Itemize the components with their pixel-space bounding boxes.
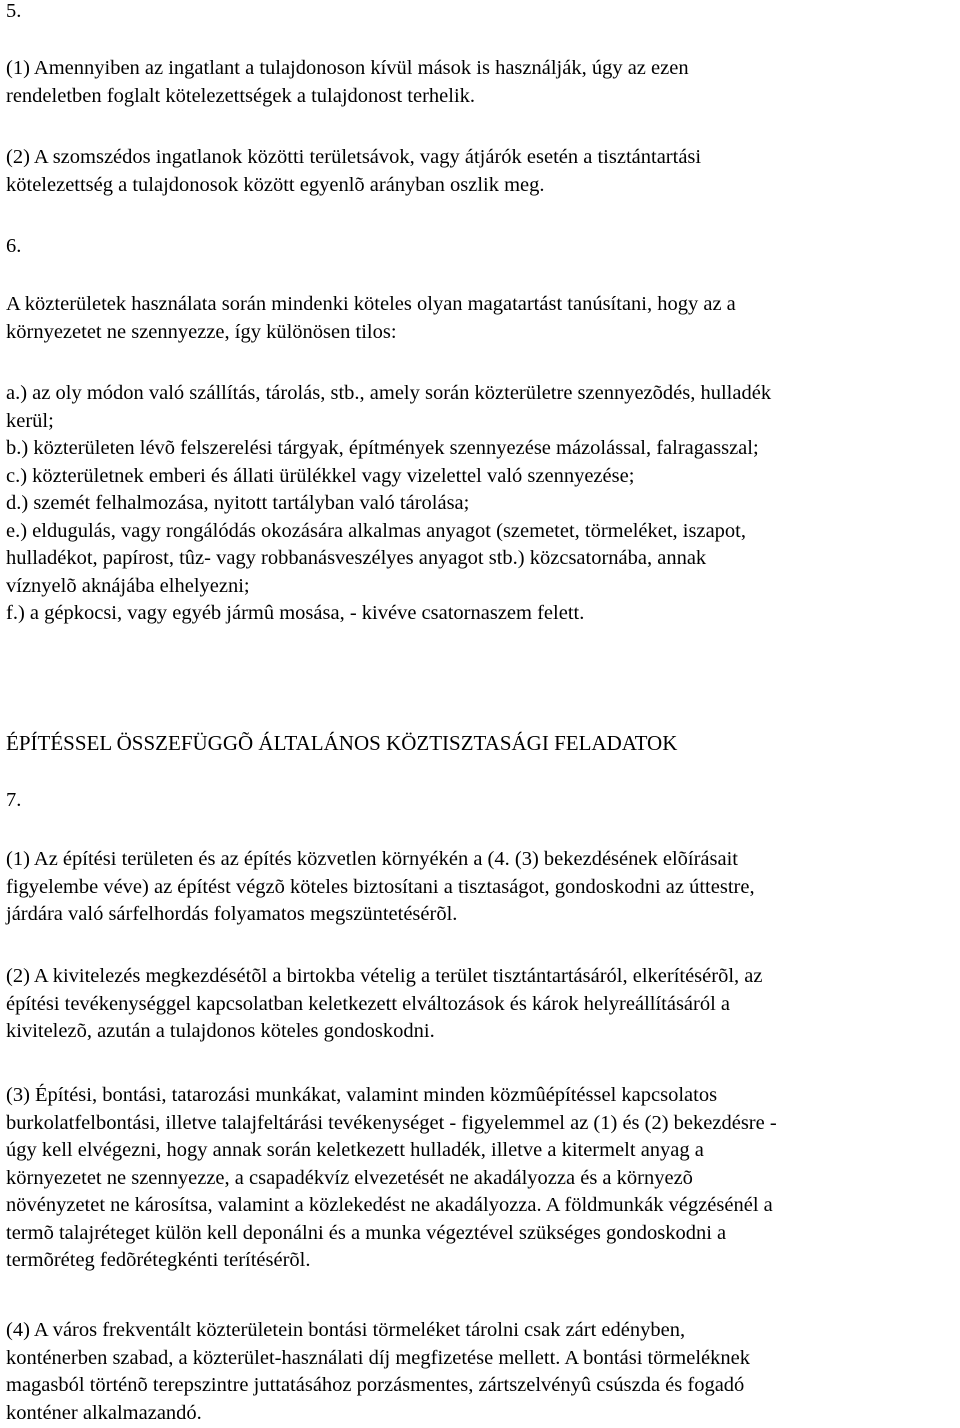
section-5-paragraph-2: (2) A szomszédos ingatlanok közötti területsávok, vagy átjárók esetén a tisztántartási kötelezettség a tulajdonosok között egyenlõ arányban oszlik meg. (6, 146, 702, 196)
section-6-number: 6. (6, 235, 22, 257)
section-7-paragraph-2: (2) A kivitelezés megkezdésétõl a birtokba vételig a terület tisztántartásáról, elkerítésérõl, az építési tevékenységgel kapcsolatban keletkezett elváltozások és károk helyreállításáról a kivitelezõ, azután a tulajdonos köteles gondoskodni. (6, 965, 763, 1042)
section-7-paragraph-3: (3) Építési, bontási, tatarozási munkákat, valamint minden közmûépítéssel kapcsolatos burkolatfelbontási, illetve talajfeltárási tevékenységet - figyelemmel az (1) és (2) bekezdésre - úgy kell elvégezni, hogy annak során keletkezett hulladék, illetve a kitermelt anyag a környezetet ne szennyezze, a csapadékvíz elvezetését ne akadályozza és a környezõ növényzetet ne károsítsa, valamint a közlekedést ne akadályozza. A földmunkák végzésénél a termõ talajréteget külön kell deponálni és a munka végeztével szükséges gondoskodni a termõréteg fedõrétegkénti terítésérõl. (6, 1084, 777, 1271)
section-6-paragraph-1: A közterületek használata során mindenki köteles olyan magatartást tanúsítani, hogy az a környezetet ne szennyezze, így különösen tilos: (6, 293, 736, 343)
list-item: kerül; (6, 409, 54, 432)
list-item: a.) az oly módon való szállítás, tárolás, stb., amely során közterületre szennyezõdés, hulladék (6, 382, 772, 404)
list-item: víznyelõ aknájába elhelyezni; (6, 574, 250, 597)
section-6-prohibition-list (6, 380, 956, 628)
section-5-paragraph-1: (1) Amennyiben az ingatlant a tulajdonoson kívül mások is használják, úgy az ezen rendeletben foglalt kötelezettségek a tulajdonost terhelik. (6, 57, 689, 107)
list-item: b.) közterületen lévõ felszerelési tárgyak, építmények szennyezése mázolással, falragasszal; (6, 437, 759, 459)
chapter-heading: ÉPÍTÉSSEL ÖSSZEFÜGGÕ ÁLTALÁNOS KÖZTISZTASÁGI FELADATOK (6, 731, 678, 755)
list-item: d.) szemét felhalmozása, nyitott tartályban való tárolása; (6, 492, 470, 514)
section-7-number: 7. (6, 789, 22, 811)
list-item: f.) a gépkocsi, vagy egyéb jármû mosása, - kivéve csatornaszem felett. (6, 602, 585, 624)
list-item: e.) eldugulás, vagy rongálódás okozására alkalmas anyagot (szemetet, törmeléket, iszapot, (6, 519, 747, 542)
section-5-number: 5. (6, 0, 22, 22)
section-7-paragraph-1: (1) Az építési területen és az építés közvetlen környékén a (4. (3) bekezdésének elõírásait figyelembe véve) az építést végzõ köteles biztosítani a tisztaságot, gondoskodni az úttestre, járdára való sárfelhordás folyamatos megszüntetésérõl. (6, 848, 755, 925)
list-item: hulladékot, papírost, tûz- vagy robbanásveszélyes anyagot stb.) közcsatornába, annak (6, 547, 707, 569)
list-item: c.) közterületnek emberi és állati ürülékkel vagy vizelettel való szennyezése; (6, 464, 635, 487)
section-7-paragraph-4: (4) A város frekventált közterületein bontási törmeléket tárolni csak zárt edényben, konténerben szabad, a közterület-használati díj megfizetése mellett. A bontási törmeléknek magasból történõ terepszintre juttatásához porzásmentes, zártszelvényû csúszda és fogadó konténer alkalmazandó. (6, 1319, 750, 1424)
